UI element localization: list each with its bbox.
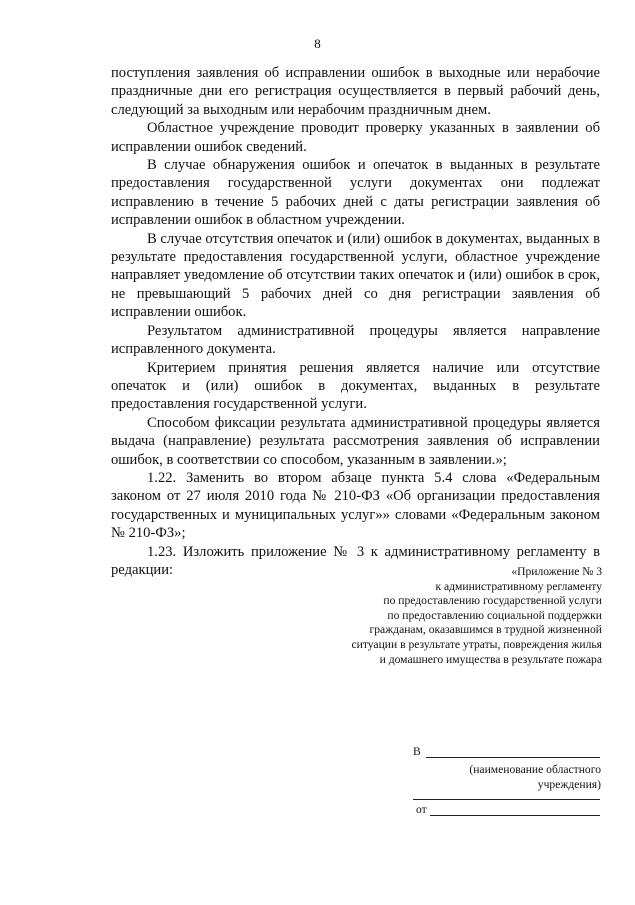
from-blank-line: [430, 815, 600, 816]
from-label: от: [416, 803, 427, 816]
paragraph: Результатом административной процедуры является направление исправленного документа.: [111, 322, 600, 358]
to-caption-line: учреждения): [537, 777, 601, 791]
paragraph: поступления заявления об исправлении ошибок в выходные или нерабочие праздничные дни его регистрация осуществляется в первый рабочий день, следующий за выходным или нерабочим праздничным днем.: [111, 65, 600, 118]
page-number: 8: [314, 36, 321, 51]
paragraph: 1.23. Изложить приложение № 3 к административному регламенту в редакции:: [111, 543, 600, 578]
to-caption: [469, 763, 601, 792]
appendix-heading: [272, 565, 602, 667]
appendix-line: и домашнего имущества в результате пожара: [379, 652, 602, 666]
blank-line: [413, 799, 600, 800]
to-label: В: [413, 745, 421, 758]
paragraph: В случае обнаружения ошибок и опечаток в выданных в результате предоставления государственной услуги документах они подлежат исправлению в течение 5 рабочих дней с даты регистрации заявления об исправлении ошибок в областном учреждении.: [111, 157, 600, 229]
appendix-line: по предоставлению государственной услуги: [383, 594, 602, 608]
appendix-line: гражданам, оказавшимся в трудной жизненной: [369, 623, 602, 637]
paragraph: В случае отсутствия опечаток и (или) ошибок в документах, выданных в результате предоставления государственной услуги, областное учреждение направляет уведомление об отсутствии таких опечаток и (или) ошибок в срок, не превышающий 5 рабочих дней со дня регистрации заявления об исправлении ошибок.: [111, 230, 600, 321]
appendix-line: «Приложение № 3: [511, 565, 602, 578]
appendix-line: по предоставлению социальной поддержки: [387, 608, 602, 622]
document-body: [111, 64, 600, 579]
appendix-line: ситуации в результате утраты, повреждения жилья: [351, 637, 602, 651]
paragraph: Критерием принятия решения является наличие или отсутствие опечаток и (или) ошибок в документах, выданных в результате предоставления государственной услуги.: [111, 359, 600, 413]
paragraph: Способом фиксации результата административной процедуры является выдача (направление) результата рассмотрения заявления об исправлении ошибок, в соответствии со способом, указанным в заявлении.»;: [111, 414, 600, 468]
to-caption-line: (наименование областного: [469, 763, 601, 776]
paragraph: 1.22. Заменить во втором абзаце пункта 5.4 слова «Федеральным законом от 27 июля 2010 года № 210-ФЗ «Об организации предоставления государственных и муниципальных услуг»» словами «Федеральным законом № 210-ФЗ»;: [111, 469, 600, 542]
to-blank-line: [426, 757, 600, 758]
appendix-line: к административному регламенту: [435, 579, 602, 593]
paragraph: Областное учреждение проводит проверку указанных в заявлении об исправлении ошибок сведений.: [111, 120, 600, 155]
